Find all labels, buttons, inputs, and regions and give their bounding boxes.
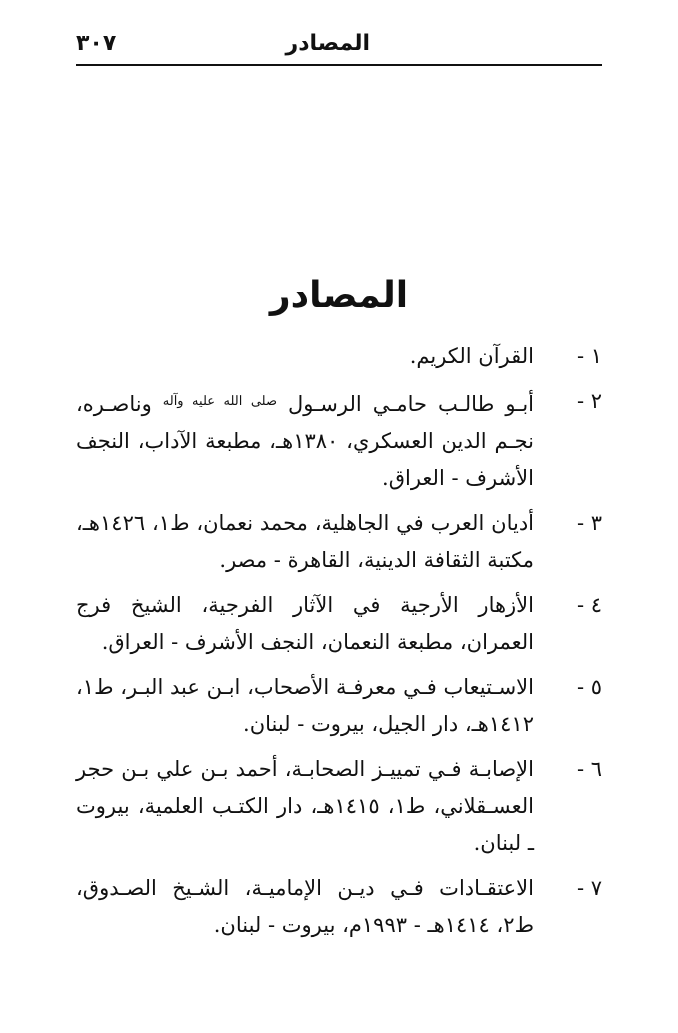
source-item-3: [76, 505, 602, 579]
honorific-glyph: صلى الله عليه وآله: [162, 394, 277, 409]
source-text: الاعتقـادات فـي ديـن الإماميـة، الشـيخ الصـدوق، ط٢، ١٤١٤هـ - ١٩٩٣م، بيروت - لبنان.: [76, 876, 534, 937]
source-item-2: [76, 383, 602, 497]
source-item-6: [76, 751, 602, 862]
page-number: ٣٠٧: [76, 31, 117, 56]
source-text-part: وناصـره، نجـم الدين العسكري، ١٣٨٠هـ، مطبعة الآداب، النجف الأشرف - العراق.: [76, 392, 534, 490]
header-divider: [76, 64, 602, 66]
source-number: ٧ -: [576, 876, 602, 900]
running-title: المصادر: [285, 31, 370, 56]
source-text-part: أبـو طالـب حامـي الرسـول: [277, 392, 534, 416]
source-text: أديان العرب في الجاهلية، محمد نعمان، ط١، ١٤٢٦هـ، مكتبة الثقافة الدينية، القاهرة - مصر.: [76, 511, 535, 572]
source-item-5: [76, 669, 602, 743]
source-text: الإصابـة فـي تمييـز الصحابـة، أحمد بـن علي بـن حجر العسـقلاني، ط١، ١٤١٥هـ، دار الكتـب العلمية، بيروت ـ لبنان.: [76, 757, 535, 855]
source-item-1: [76, 338, 602, 375]
source-number: ١ -: [576, 344, 602, 368]
source-item-7: [76, 870, 602, 944]
source-text: الأزهار الأرجية في الآثار الفرجية، الشيخ فرج العمران، مطبعة النعمان، النجف الأشرف - العراق.: [76, 593, 534, 654]
source-number: ٥ -: [576, 675, 602, 699]
source-number: ٦ -: [576, 757, 602, 781]
source-item-4: [76, 587, 602, 661]
sources-list: [76, 338, 602, 952]
page-title: المصادر: [269, 275, 409, 317]
source-number: ٤ -: [576, 593, 602, 617]
source-number: ٢ -: [576, 389, 602, 413]
source-text: [76, 383, 534, 497]
source-number: ٣ -: [576, 511, 602, 535]
page-header: [76, 22, 602, 66]
source-text: القرآن الكريم.: [409, 344, 534, 368]
source-text: الاسـتيعاب فـي معرفـة الأصحاب، ابـن عبد البـر، ط١، ١٤١٢هـ، دار الجيل، بيروت - لبنان.: [76, 675, 534, 736]
